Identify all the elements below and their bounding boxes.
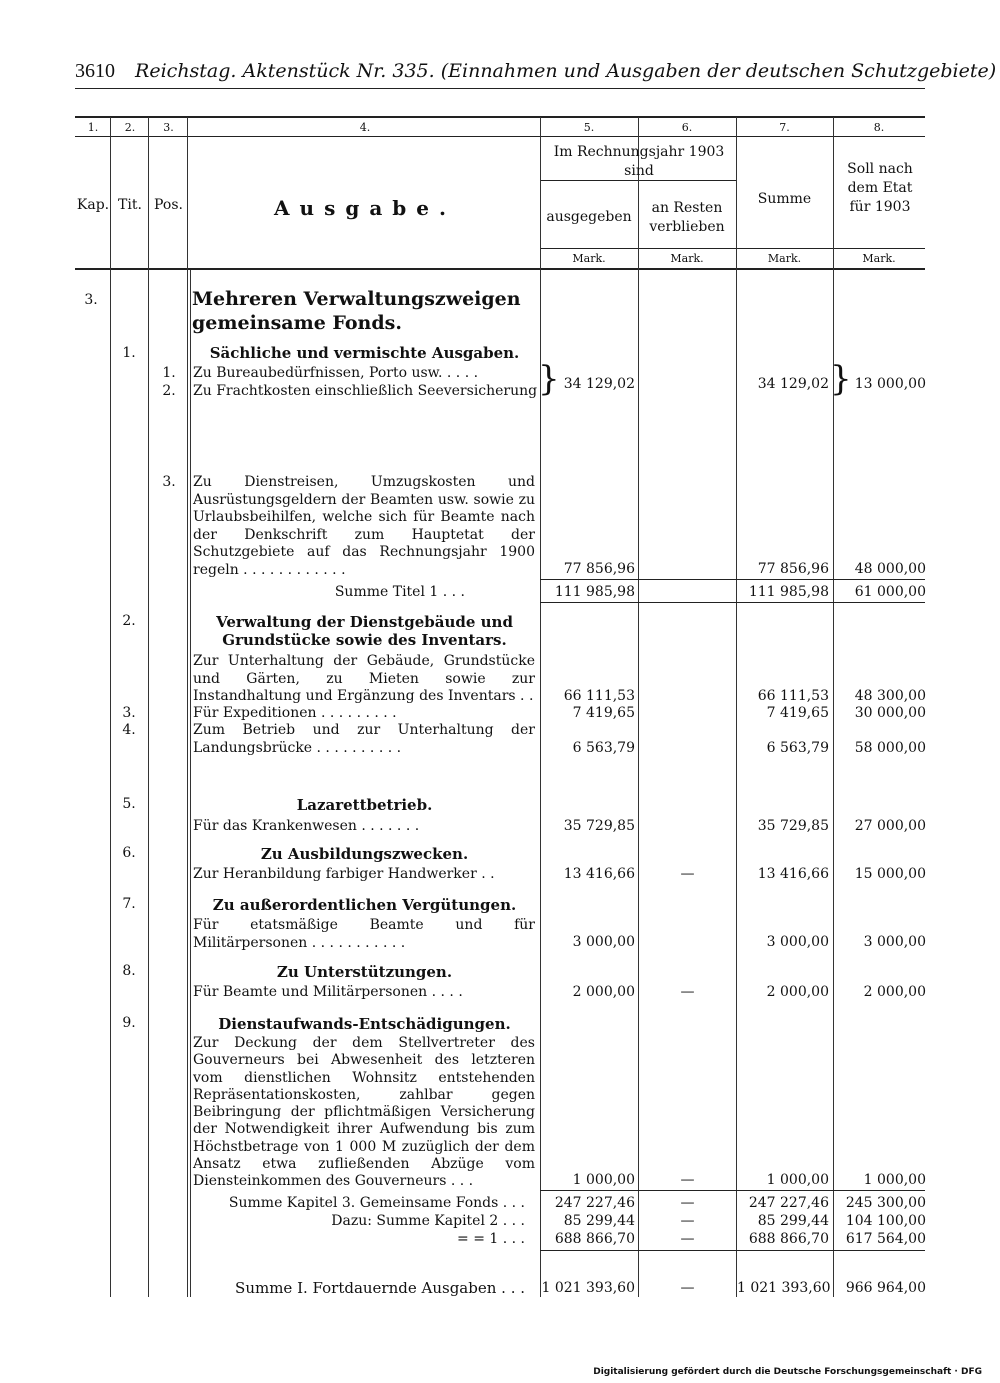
footer-credit: Digitalisierung gefördert durch die Deutsche Forschungsgemeinschaft · DFG xyxy=(593,1367,982,1377)
position-text-3: Zu Dienstreisen, Umzugskosten und Ausrüstungsgeldern der Beamten usw. sowie zu Urlaubsbeihilfen, welche sich für Beamte nach der Denkschrift zum Hauptetat der Schutzgebiete auf das Rechnungsjahr 1900 regeln . . . . . . . . . . . . xyxy=(193,474,535,578)
colnum-1: 1. xyxy=(87,121,99,134)
section-title-t6: Zu Ausbildungszwecken. xyxy=(260,845,469,863)
value-t9-reste: — xyxy=(680,1172,695,1188)
header-group: Im Rechnungsjahr 1903 sind xyxy=(553,144,725,179)
col-divider-2 xyxy=(148,117,149,1297)
value-t8-soll: 2 000,00 xyxy=(863,984,926,1000)
section-title-t5: Lazarettbetrieb. xyxy=(296,796,433,814)
col-divider-3b xyxy=(190,270,191,1297)
header-col8: Soll nach dem Etat für 1903 xyxy=(847,161,913,215)
titel-text-9: Zur Deckung der dem Stellvertreter des Gouverneurs bei Abwesenheit des letzteren vom dienstlichen Wohnsitz entstehenden Repräsentationskosten, zahlbar gegen Beibringung der pflichtmäßigen Versicherung der Notwendigkeit ihrer Aufwendung bis zum Höchstbetrage von 1 000 M zuzüglich der dem Ansatz etwa zufließenden Abzüge vom Diensteinkommen des Gouverneurs . . . xyxy=(193,1035,535,1190)
position-number-1: 1. xyxy=(162,365,176,381)
value-t4-soll: 58 000,00 xyxy=(854,740,926,756)
table-top-rule xyxy=(75,116,925,118)
col-divider-1 xyxy=(110,117,111,1297)
kapitel-number: 3. xyxy=(84,292,98,308)
value-t7-summe: 3 000,00 xyxy=(766,934,829,950)
sum-kapitel-2-label: Dazu: Summe Kapitel 2 . . . xyxy=(331,1213,525,1229)
colnum-rule xyxy=(75,136,925,137)
titel-text-3: Für Expeditionen . . . . . . . . . xyxy=(193,705,397,721)
value-t2-soll: 48 300,00 xyxy=(854,688,926,704)
value-t5-summe: 35 729,85 xyxy=(757,818,829,834)
value-t9-ausgegeben: 1 000,00 xyxy=(572,1172,635,1188)
header-tit: Tit. xyxy=(118,197,142,213)
sum-k3-ausgegeben: 247 227,46 xyxy=(554,1195,635,1211)
value-t7-ausgegeben: 3 000,00 xyxy=(572,934,635,950)
sum-rule-t1 xyxy=(540,579,925,580)
sum-t1-soll: 61 000,00 xyxy=(854,584,926,600)
unit-col6: Mark. xyxy=(670,252,704,265)
position-number-2: 2. xyxy=(162,383,176,399)
unit-col8: Mark. xyxy=(862,252,896,265)
titel-text-4: Zum Betrieb und zur Unterhaltung der Landungsbrücke . . . . . . . . . . xyxy=(193,722,535,756)
col-divider-7 xyxy=(833,117,834,1297)
titel-number-1: 1. xyxy=(122,345,136,361)
colnum-8: 8. xyxy=(873,121,885,134)
col-divider-3 xyxy=(187,117,188,1297)
header-pos: Pos. xyxy=(154,197,183,213)
page-title: Reichstag. Aktenstück Nr. 335. (Einnahmen und Ausgaben der deutschen Schutzgebiete) xyxy=(135,60,997,82)
titel-number-9: 9. xyxy=(122,1015,136,1031)
page-number: 3610 xyxy=(75,60,115,82)
value-t8-ausgegeben: 2 000,00 xyxy=(572,984,635,1000)
sum-k2-soll: 104 100,00 xyxy=(845,1213,926,1229)
colnum-2: 2. xyxy=(124,121,136,134)
titel-text-6: Zur Heranbildung farbiger Handwerker . . xyxy=(193,866,495,882)
titel-number-7: 7. xyxy=(122,896,136,912)
sum-k1-ausgegeben: 688 866,70 xyxy=(554,1231,635,1247)
position-text-2: Zu Frachtkosten einschließlich Seeversicherung xyxy=(193,383,538,399)
value-p3-ausgegeben: 77 856,96 xyxy=(563,561,635,577)
unit-col7: Mark. xyxy=(767,252,802,265)
sum-k2-ausgegeben: 85 299,44 xyxy=(563,1213,635,1229)
running-header xyxy=(75,60,997,83)
sum-t1-ausgegeben: 111 985,98 xyxy=(554,584,635,600)
section-title-main: Mehreren Verwaltungszweigen gemeinsame Fonds. xyxy=(192,288,521,334)
colnum-4: 4. xyxy=(359,121,371,134)
header-rule xyxy=(75,88,925,89)
section-title-t8: Zu Unterstützungen. xyxy=(276,963,453,981)
titel-number-4: 4. xyxy=(122,722,136,738)
section-title-t7: Zu außerordentlichen Vergütungen. xyxy=(212,896,517,914)
header-col5: ausgegeben xyxy=(546,209,632,225)
titel-number-2: 2. xyxy=(122,613,136,629)
value-t8-summe: 2 000,00 xyxy=(766,984,829,1000)
sum-I-ausgegeben: 1 021 393,60 xyxy=(541,1280,635,1296)
sum-k3-soll: 245 300,00 xyxy=(845,1195,926,1211)
position-number-3: 3. xyxy=(162,474,176,490)
brace-right: } xyxy=(830,359,852,399)
sum-I-soll: 966 964,00 xyxy=(845,1280,926,1296)
header-col6: an Resten verblieben xyxy=(649,200,725,235)
value-t3-soll: 30 000,00 xyxy=(854,705,926,721)
colnum-7: 7. xyxy=(779,121,790,134)
sum-k3-summe: 247 227,46 xyxy=(748,1195,829,1211)
sum-titel-1-label: Summe Titel 1 . . . xyxy=(334,584,465,600)
titel-text-7: Für etatsmäßige Beamte und für Militärpersonen . . . . . . . . . . . xyxy=(193,917,535,951)
titel-text-5: Für das Krankenwesen . . . . . . . xyxy=(193,818,420,834)
sum-k1-summe: 688 866,70 xyxy=(748,1231,829,1247)
header-col7: Summe xyxy=(757,191,812,207)
header-kap: Kap. xyxy=(76,197,110,213)
value-t5-soll: 27 000,00 xyxy=(854,818,926,834)
titel-number-6: 6. xyxy=(122,845,136,861)
sum-k2-reste: — xyxy=(680,1213,695,1229)
titel-number-3: 3. xyxy=(122,705,136,721)
sum-kapitel-3-label: Summe Kapitel 3. Gemeinsame Fonds . . . xyxy=(228,1195,525,1211)
sum-I-label: Summe I. Fortdauernde Ausgaben . . . xyxy=(235,1279,525,1297)
colnum-3: 3. xyxy=(163,121,174,134)
value-t6-summe: 13 416,66 xyxy=(757,866,829,882)
header-ausgabe: Ausgabe. xyxy=(274,196,456,220)
value-t7-soll: 3 000,00 xyxy=(863,934,926,950)
value-t9-summe: 1 000,00 xyxy=(766,1172,829,1188)
value-p3-summe: 77 856,96 xyxy=(757,561,829,577)
sum-t1-summe: 111 985,98 xyxy=(748,584,829,600)
value-p12-summe: 34 129,02 xyxy=(757,376,829,392)
sum-k3-reste: — xyxy=(680,1195,695,1211)
section-title-t2: Verwaltung der Dienstgebäude und Grundstücke sowie des Inventars. xyxy=(216,613,513,649)
section-title-t9: Dienstaufwands-Entschädigungen. xyxy=(218,1015,511,1033)
sum-rule-t1-bottom xyxy=(540,602,925,603)
colnum-5: 5. xyxy=(583,121,595,134)
value-t3-ausgegeben: 7 419,65 xyxy=(572,705,635,721)
value-t4-ausgegeben: 6 563,79 xyxy=(572,740,635,756)
sum-rule-k1-bottom xyxy=(540,1250,925,1251)
header-bottom-rule xyxy=(75,268,925,270)
section-title-t1: Sächliche und vermischte Ausgaben. xyxy=(209,344,520,362)
value-t3-summe: 7 419,65 xyxy=(766,705,829,721)
brace-left: } xyxy=(538,359,560,399)
position-text-1: Zu Bureaubedürfnissen, Porto usw. . . . . xyxy=(193,365,479,381)
value-t8-reste: — xyxy=(680,984,695,1000)
value-t9-soll: 1 000,00 xyxy=(863,1172,926,1188)
value-t5-ausgegeben: 35 729,85 xyxy=(563,818,635,834)
value-t6-reste: — xyxy=(680,866,695,882)
sum-rule-k3 xyxy=(540,1190,925,1191)
value-p12-soll: 13 000,00 xyxy=(854,376,926,392)
sum-k1-soll: 617 564,00 xyxy=(845,1231,926,1247)
sum-I-summe: 1 021 393,60 xyxy=(737,1280,831,1296)
value-p12-ausgegeben: 34 129,02 xyxy=(563,376,635,392)
unit-rule xyxy=(540,248,925,249)
titel-number-8: 8. xyxy=(122,963,136,979)
value-t6-ausgegeben: 13 416,66 xyxy=(563,866,635,882)
col-divider-5 xyxy=(638,117,639,1297)
value-p3-soll: 48 000,00 xyxy=(854,561,926,577)
sum-kapitel-1-label: = = 1 . . . xyxy=(457,1231,525,1247)
sum-k1-reste: — xyxy=(680,1231,695,1247)
titel-number-5: 5. xyxy=(122,796,136,812)
unit-col5: Mark. xyxy=(572,252,606,265)
value-t2-ausgegeben: 66 111,53 xyxy=(563,688,635,704)
titel-text-2: Zur Unterhaltung der Gebäude, Grundstücke und Gärten, zu Mieten sowie zur Instandhaltung und Ergänzung des Inventars . . xyxy=(193,653,535,704)
sum-I-reste: — xyxy=(680,1280,695,1296)
value-t6-soll: 15 000,00 xyxy=(854,866,926,882)
colnum-6: 6. xyxy=(681,121,693,134)
value-t2-summe: 66 111,53 xyxy=(757,688,829,704)
value-t4-summe: 6 563,79 xyxy=(766,740,829,756)
sum-k2-summe: 85 299,44 xyxy=(757,1213,829,1229)
titel-text-8: Für Beamte und Militärpersonen . . . . xyxy=(193,984,463,1000)
